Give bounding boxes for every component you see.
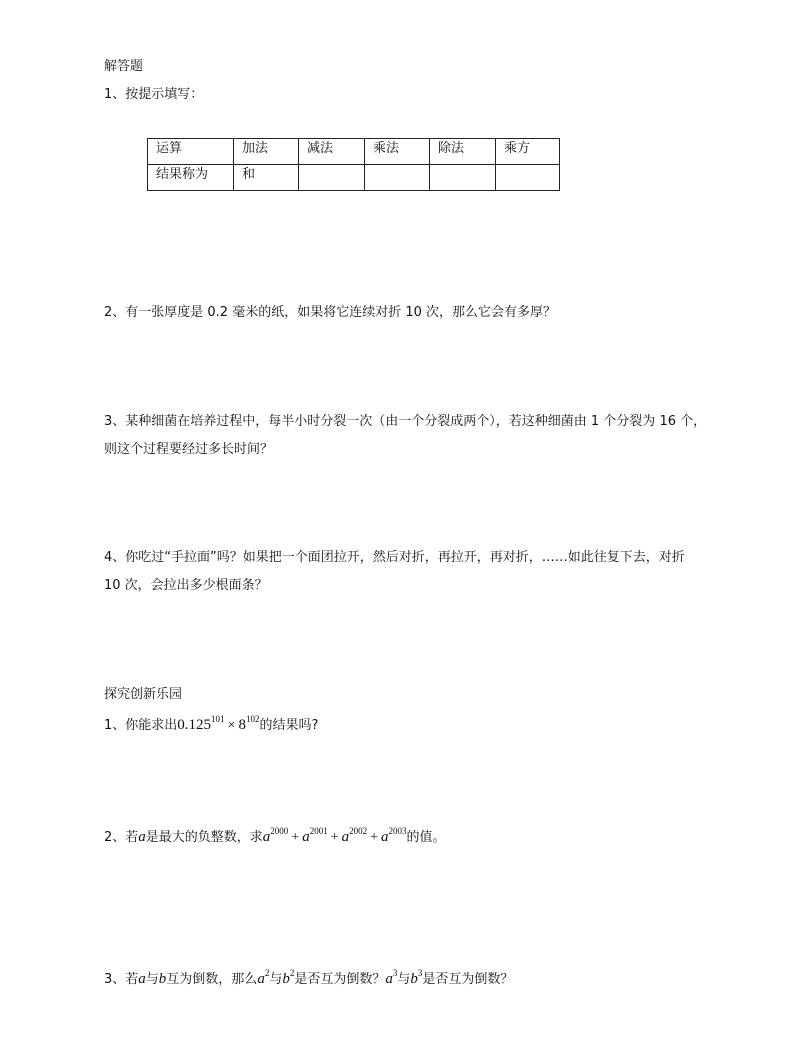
times-sign: ×	[227, 718, 236, 733]
section-heading-explore: 探究创新乐园	[104, 687, 183, 702]
q3-prefix: 3、若	[104, 972, 139, 987]
q2-suffix: 的值。	[406, 830, 446, 845]
table-cell	[430, 165, 496, 191]
q3-with: 与	[269, 972, 283, 987]
table-cell: 减法	[299, 139, 365, 165]
table-cell: 乘方	[496, 139, 560, 165]
table-cell: 乘法	[365, 139, 430, 165]
question-4-line-2: 10 次，会拉出多少根面条？	[104, 578, 268, 593]
table-cell: 结果称为	[148, 165, 234, 191]
operations-table	[147, 138, 560, 191]
plus-sign: +	[291, 830, 300, 845]
variable-a: a	[341, 829, 350, 845]
q1-exponent-1: 101	[211, 714, 225, 724]
variable-a: a	[257, 971, 265, 987]
question-3-line-1: 3、某种细菌在培养过程中，每半小时分裂一次（由一个分裂成两个），若这种细菌由 1 个分裂为 16 个，	[104, 414, 707, 429]
table-cell: 加法	[234, 139, 299, 165]
table-cell: 除法	[430, 139, 496, 165]
exponent: 2003	[388, 826, 407, 836]
question-4-line-1: 4、你吃过“手拉面”吗？如果把一个面团拉开，然后对折，再拉开，再对折，……如此往复下去，对折	[104, 550, 685, 565]
variable-a: a	[262, 829, 271, 845]
exponent: 2	[289, 968, 295, 978]
q3-text-2: 是否互为倒数？	[294, 972, 386, 987]
q3-with: 与	[145, 972, 159, 987]
variable-b: b	[410, 971, 418, 987]
exponent: 2002	[349, 826, 368, 836]
q1-base-1: 0.125	[177, 717, 212, 733]
plus-sign: +	[370, 830, 379, 845]
q1-base-2: 8	[238, 717, 246, 733]
q3-text-3: 是否互为倒数？	[422, 972, 514, 987]
explore-question-1	[104, 714, 319, 734]
exponent: 2001	[309, 826, 328, 836]
exponent: 3	[417, 968, 423, 978]
question-3-line-2: 则这个过程要经过多长时间？	[104, 442, 274, 457]
table-cell	[365, 165, 430, 191]
explore-question-2	[104, 826, 446, 846]
table-row	[148, 165, 560, 191]
exponent: 2	[264, 968, 270, 978]
q3-with: 与	[397, 972, 411, 987]
q2-mid: 是最大的负整数，求	[145, 830, 263, 845]
variable-a: a	[138, 829, 146, 845]
question-2: 2、有一张厚度是 0.2 毫米的纸，如果将它连续对折 10 次，那么它会有多厚？	[104, 305, 557, 320]
variable-a: a	[302, 829, 310, 845]
section-heading-answer: 解答题	[104, 59, 144, 74]
table-cell: 和	[234, 165, 299, 191]
variable-b: b	[282, 971, 290, 987]
question-1-label: 1、按提示填写：	[104, 87, 204, 102]
variable-a: a	[381, 829, 389, 845]
table-row	[148, 139, 560, 165]
table-cell	[299, 165, 365, 191]
table-cell: 运算	[148, 139, 234, 165]
explore-question-3	[104, 968, 514, 988]
q3-text-1: 互为倒数，那么	[166, 972, 258, 987]
q1-suffix: 的结果吗?	[259, 718, 319, 733]
variable-b: b	[158, 971, 167, 987]
variable-a: a	[138, 971, 146, 987]
table-cell	[496, 165, 560, 191]
q1-exponent-2: 102	[245, 714, 260, 724]
exponent: 2000	[270, 826, 289, 836]
variable-a: a	[385, 971, 393, 987]
exponent: 3	[392, 968, 398, 978]
plus-sign: +	[330, 830, 339, 845]
q2-prefix: 2、若	[104, 830, 139, 845]
q1-prefix: 1、你能求出	[104, 718, 178, 733]
